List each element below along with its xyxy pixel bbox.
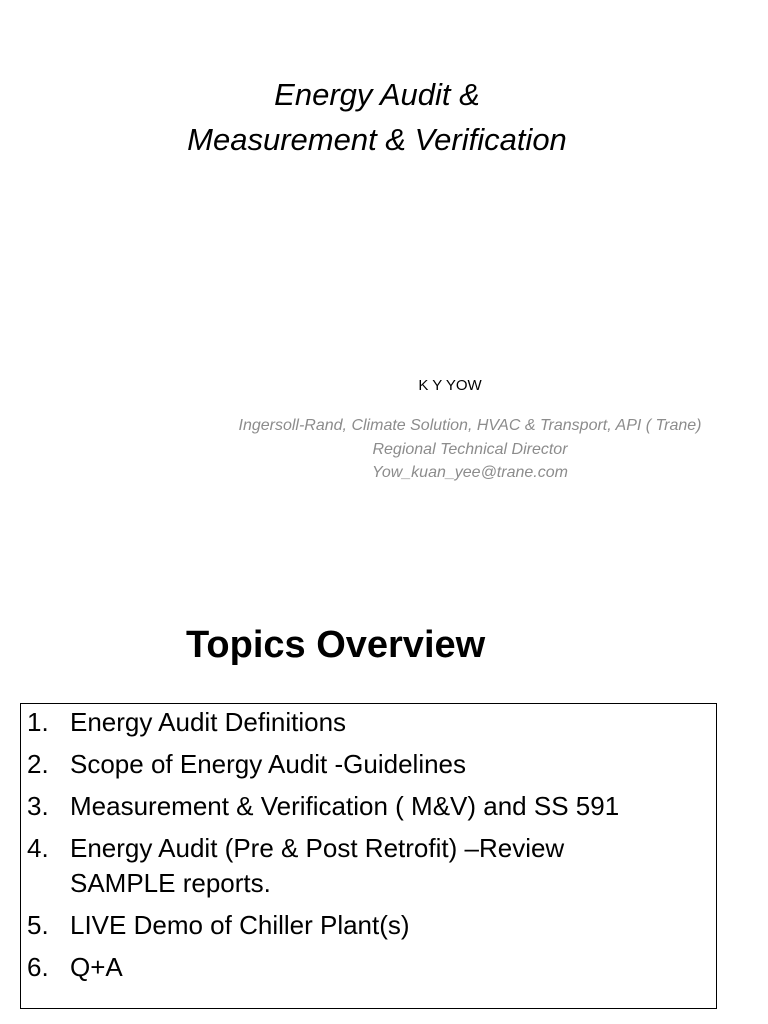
topics-slide <box>0 560 768 1024</box>
topic-item <box>21 705 716 740</box>
title-line-2: Measurement & Verification <box>187 122 567 157</box>
topic-item <box>21 747 716 782</box>
affiliation-role: Regional Technical Director <box>372 440 568 458</box>
topic-text: Energy Audit (Pre & Post Retrofit) –Review <box>70 833 565 863</box>
topics-list <box>21 705 716 992</box>
author-name: K Y YOW <box>418 377 482 394</box>
affiliation-company: Ingersoll-Rand, Climate Solution, HVAC & Transport, API ( Trane) <box>238 417 702 434</box>
topic-item <box>21 908 716 943</box>
topic-text: Scope of Energy Audit -Guidelines <box>70 749 467 779</box>
topic-text: Energy Audit Definitions <box>70 707 347 737</box>
topic-number: 4. <box>27 833 49 863</box>
topics-box <box>20 703 717 1009</box>
presentation-title <box>0 72 754 162</box>
topic-number: 3. <box>27 791 49 821</box>
topic-number: 2. <box>27 749 49 779</box>
topic-text: Measurement & Verification ( M&V) and SS 591 <box>70 791 620 821</box>
topic-text: Q+A <box>70 952 123 982</box>
topic-item <box>21 831 716 901</box>
topic-item <box>21 789 716 824</box>
author-affiliation <box>170 414 768 485</box>
topic-number: 5. <box>27 910 49 940</box>
affiliation-email: Yow_kuan_yee@trane.com <box>372 464 568 481</box>
topic-text-continued: SAMPLE reports. <box>70 868 271 898</box>
title-line-1: Energy Audit & <box>274 77 480 112</box>
topics-overview-title: Topics Overview <box>186 624 486 666</box>
topic-number: 6. <box>27 952 49 982</box>
topic-text: LIVE Demo of Chiller Plant(s) <box>70 910 410 940</box>
topic-item <box>21 950 716 985</box>
topic-number: 1. <box>27 707 49 737</box>
